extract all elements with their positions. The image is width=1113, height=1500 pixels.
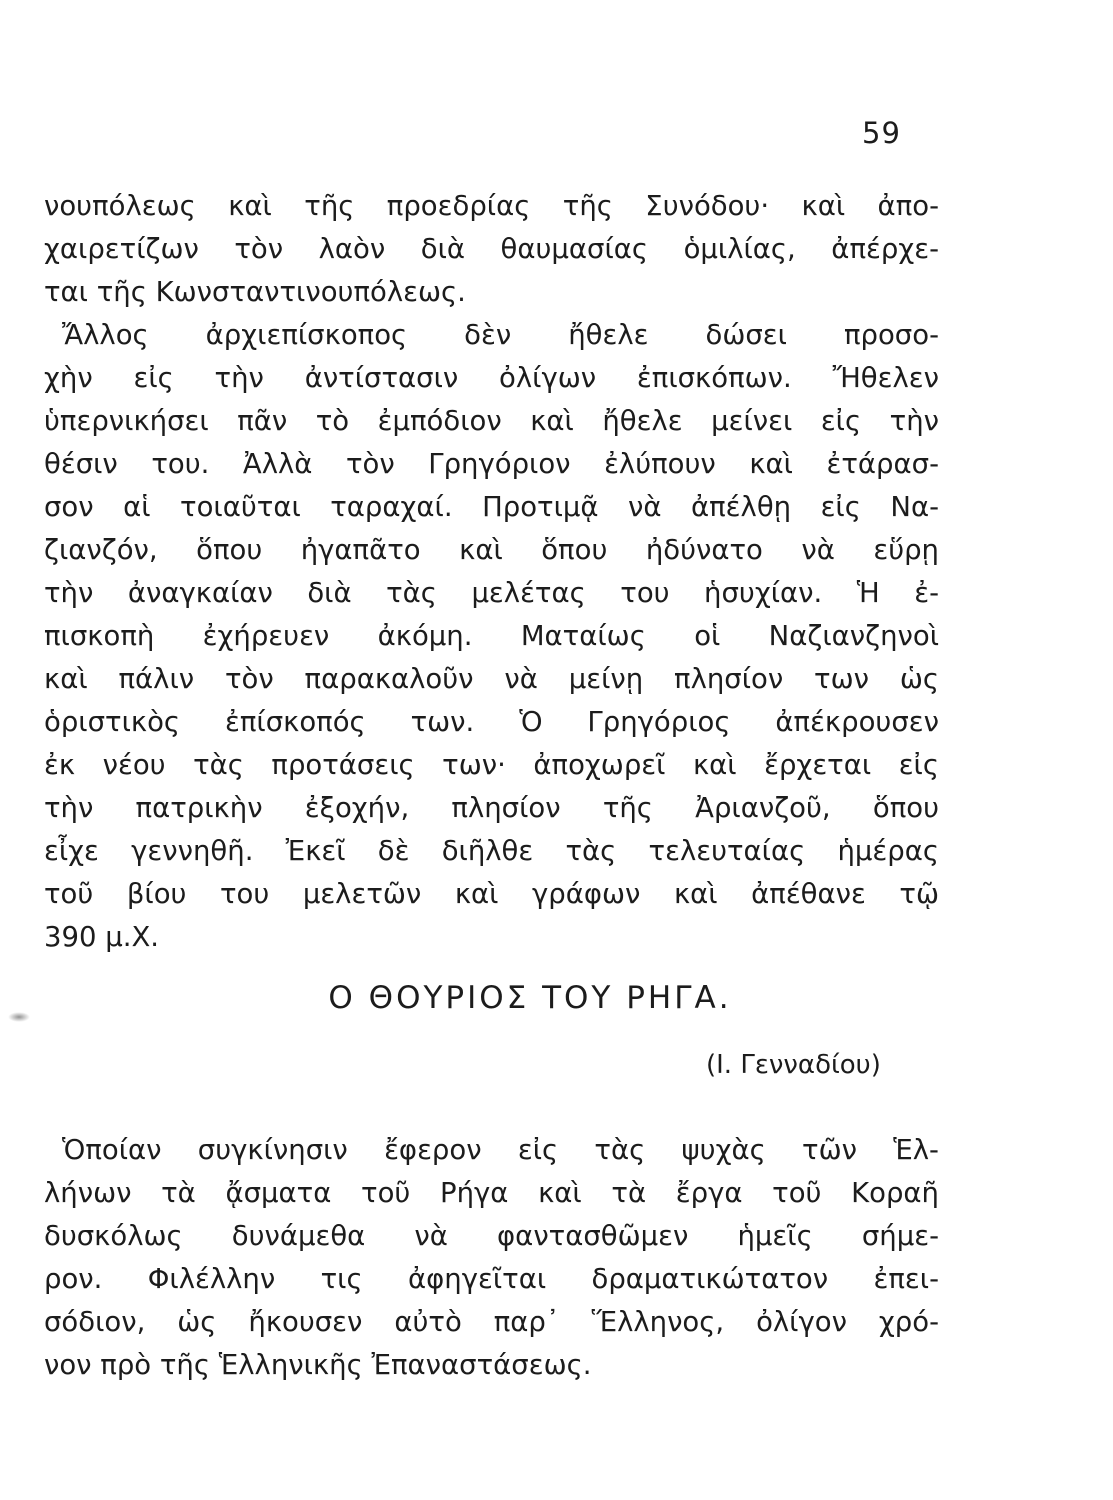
text-line: θέσιν του. Ἀλλὰ τὸν Γρηγόριον ἐλύπουν καὶ ἐτάρασ- — [44, 448, 939, 480]
text-line: ρον. Φιλέλλην τις ἀφηγεῖται δραματικώτατον ἐπει- — [44, 1263, 939, 1295]
text-line: εἶχε γεννηθῆ. Ἐκεῖ δὲ διῆλθε τὰς τελευταίας ἡμέρας — [44, 835, 939, 867]
text-line: τὴν ἀναγκαίαν διὰ τὰς μελέτας του ἡσυχίαν. Ἡ ἐ- — [44, 577, 939, 609]
text-line: δυσκόλως δυνάμεθα νὰ φαντασθῶμεν ἡμεῖς σήμε- — [44, 1220, 939, 1252]
text-line: σόδιον, ὡς ἤκουσεν αὐτὸ παρ᾽ Ἕλληνος, ὀλίγον χρό- — [44, 1306, 939, 1338]
text-line: νουπόλεως καὶ τῆς προεδρίας τῆς Συνόδου· καὶ ἀπο- — [44, 190, 939, 222]
text-line: ται τῆς Κωνσταντινουπόλεως. — [44, 276, 466, 308]
text-line: ὑπερνικήσει πᾶν τὸ ἐμπόδιον καὶ ἤθελε μείνει εἰς τὴν — [44, 405, 939, 437]
page-number: 59 — [862, 116, 901, 150]
text-line: ὁριστικὸς ἐπίσκοπός των. Ὁ Γρηγόριος ἀπέκρουσεν — [44, 706, 939, 738]
text-line: ἐκ νέου τὰς προτάσεις των· ἀποχωρεῖ καὶ ἔρχεται εἰς — [44, 749, 939, 781]
text-line: σον αἱ τοιαῦται ταραχαί. Προτιμᾷ νὰ ἀπέλθῃ εἰς Να- — [44, 491, 939, 523]
text-line: χὴν εἰς τὴν ἀντίστασιν ὀλίγων ἐπισκόπων. Ἤθελεν — [44, 362, 939, 394]
text-line: νον πρὸ τῆς Ἑλληνικῆς Ἐπαναστάσεως. — [44, 1349, 592, 1381]
text-line: χαιρετίζων τὸν λαὸν διὰ θαυμασίας ὁμιλίας, ἀπέρχε- — [44, 233, 939, 265]
text-line: πισκοπὴ ἐχήρευεν ἀκόμη. Ματαίως οἱ Ναζιανζηνοὶ — [44, 620, 939, 652]
text-line: Ὁποίαν συγκίνησιν ἔφερον εἰς τὰς ψυχὰς τῶν Ἑλ- — [62, 1134, 939, 1166]
text-line: λήνων τὰ ᾄσματα τοῦ Ρήγα καὶ τὰ ἔργα τοῦ Κοραῆ — [44, 1177, 939, 1209]
attribution: (Ι. Γενναδίου) — [706, 1050, 881, 1080]
text-line: 390 μ.Χ. — [44, 921, 160, 953]
text-line: Ἄλλος ἀρχιεπίσκοπος δὲν ἤθελε δώσει προσο- — [62, 319, 939, 351]
section-title: Ο ΘΟΥΡΙΟΣ ΤΟΥ ΡΗΓΑ. — [328, 980, 732, 1016]
text-line: τοῦ βίου του μελετῶν καὶ γράφων καὶ ἀπέθανε τῷ — [44, 878, 939, 910]
text-line: ζιανζόν, ὅπου ἠγαπᾶτο καὶ ὅπου ἠδύνατο νὰ εὕρῃ — [44, 534, 939, 566]
text-line: τὴν πατρικὴν ἐξοχήν, πλησίον τῆς Ἀριανζοῦ, ὅπου — [44, 792, 939, 824]
text-line: καὶ πάλιν τὸν παρακαλοῦν νὰ μείνῃ πλησίον των ὡς — [44, 663, 939, 695]
